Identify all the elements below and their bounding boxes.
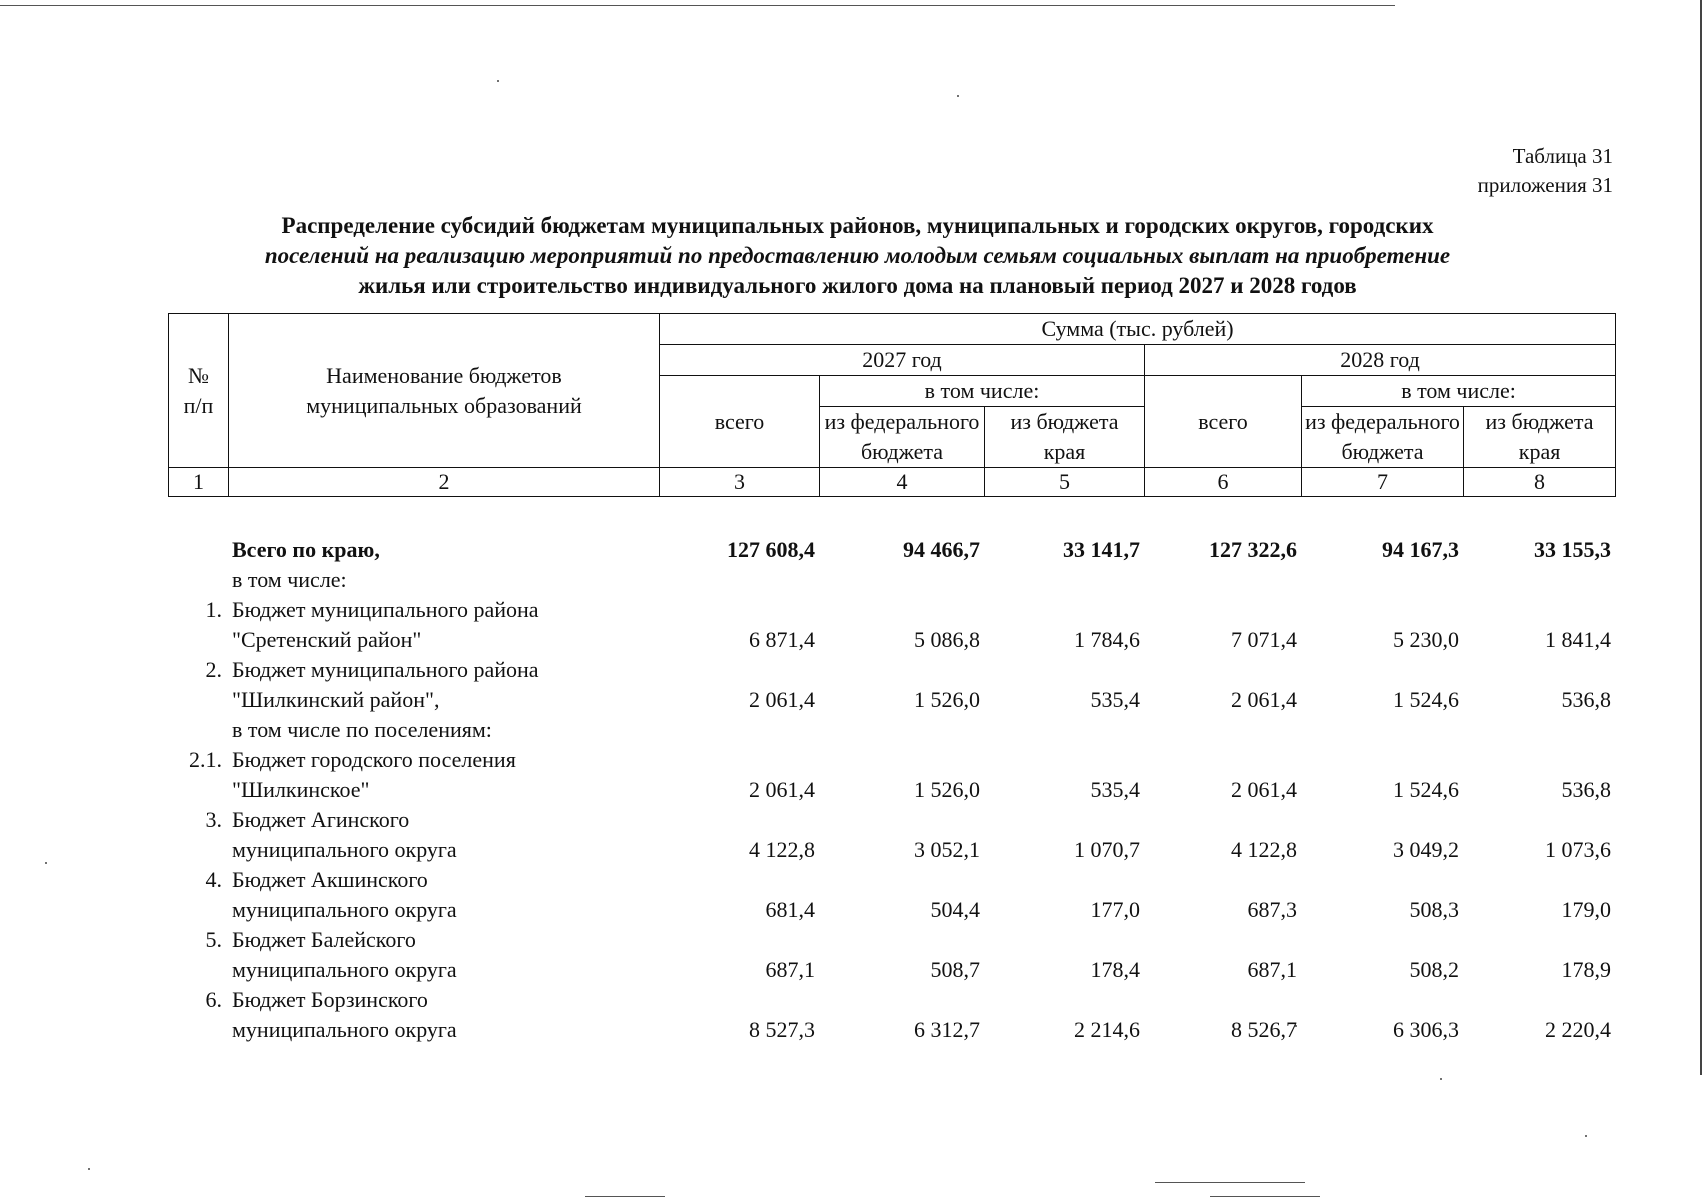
- row-value: 2 061,4: [1231, 777, 1297, 802]
- header-federal-2027: из федерального бюджета: [820, 407, 985, 468]
- row-value: 33 141,7: [1063, 537, 1140, 562]
- row-value: 536,8: [1561, 687, 1611, 712]
- header-total-2028: всего: [1145, 376, 1302, 468]
- header-including-2028: в том числе:: [1302, 376, 1616, 407]
- row-value: 687,1: [1247, 957, 1297, 982]
- row-value: 178,9: [1561, 957, 1611, 982]
- column-number: 7: [1302, 468, 1464, 497]
- table-row: [168, 655, 1615, 715]
- table-row: [168, 595, 1615, 655]
- row-number: 2.: [205, 657, 222, 682]
- scan-bottom-mark: [1155, 1182, 1305, 1183]
- row-value: 7 071,4: [1231, 627, 1297, 652]
- row-value: 178,4: [1090, 957, 1140, 982]
- header-sum: Сумма (тыс. рублей): [660, 314, 1616, 345]
- header-regional-2028: из бюджета края: [1464, 407, 1616, 468]
- row-value: 1 526,0: [914, 687, 980, 712]
- row-value: 504,4: [930, 897, 980, 922]
- row-value: 2 061,4: [1231, 687, 1297, 712]
- row-value: 4 122,8: [1231, 837, 1297, 862]
- row-value: 94 466,7: [903, 537, 980, 562]
- row-value: 536,8: [1561, 777, 1611, 802]
- header-number-col: № п/п: [169, 314, 229, 468]
- row-value: 508,2: [1409, 957, 1459, 982]
- column-number: 2: [229, 468, 660, 497]
- header-including-2027: в том числе:: [820, 376, 1145, 407]
- row-value: 2 061,4: [749, 777, 815, 802]
- table-reference: [1478, 142, 1613, 200]
- row-value: 6 312,7: [914, 1017, 980, 1042]
- row-value: 681,4: [765, 897, 815, 922]
- row-value: 127 322,6: [1209, 537, 1297, 562]
- row-name: Бюджет муниципального района "Шилкинский район",: [232, 657, 539, 712]
- row-name: Бюджет Акшинского муниципального округа: [232, 867, 457, 922]
- row-value: 94 167,3: [1382, 537, 1459, 562]
- column-number: 6: [1145, 468, 1302, 497]
- header-name-col: Наименование бюджетов муниципальных образований: [229, 314, 660, 468]
- row-value: 8 526,7: [1231, 1017, 1297, 1042]
- row-value: 6 871,4: [749, 627, 815, 652]
- table-body: [168, 535, 1615, 1045]
- document-title: [150, 211, 1565, 301]
- table-number: Таблица 31: [1512, 144, 1613, 168]
- scan-right-edge: [1700, 0, 1702, 1075]
- scan-speck: [88, 1168, 90, 1170]
- table-row: [168, 745, 1615, 805]
- table-row-total: [168, 535, 1615, 565]
- row-value: 535,4: [1090, 687, 1140, 712]
- row-value: 3 052,1: [914, 837, 980, 862]
- column-number: 4: [820, 468, 985, 497]
- row-value: 6 306,3: [1393, 1017, 1459, 1042]
- scan-speck: [957, 95, 959, 97]
- row-number: 4.: [205, 867, 222, 892]
- table-row: [168, 805, 1615, 865]
- header-year-2027: 2027 год: [660, 345, 1145, 376]
- header-federal-2028: из федерального бюджета: [1302, 407, 1464, 468]
- row-name: Бюджет муниципального района "Сретенский район": [232, 597, 539, 652]
- table-row-label: [168, 565, 1615, 595]
- row-value: 535,4: [1090, 777, 1140, 802]
- scan-speck: [45, 862, 47, 864]
- row-label: в том числе:: [232, 567, 347, 592]
- row-value: 2 220,4: [1545, 1017, 1611, 1042]
- row-value: 687,3: [1247, 897, 1297, 922]
- row-name: Всего по краю,: [232, 537, 380, 562]
- table-row: [168, 925, 1615, 985]
- scan-top-edge: [0, 5, 1395, 6]
- row-value: 2 214,6: [1074, 1017, 1140, 1042]
- row-value: 2 061,4: [749, 687, 815, 712]
- column-number: 5: [985, 468, 1145, 497]
- row-value: 1 526,0: [914, 777, 980, 802]
- title-line-2: поселений на реализацию мероприятий по предоставлению молодым семьям социальных выплат на приобретение: [264, 243, 1451, 268]
- row-name: Бюджет Борзинского муниципального округа: [232, 987, 457, 1042]
- table-row: [168, 865, 1615, 925]
- row-value: 687,1: [765, 957, 815, 982]
- row-number: 3.: [205, 807, 222, 832]
- scan-bottom-mark: [585, 1196, 665, 1197]
- row-number: 6.: [205, 987, 222, 1012]
- row-value: 33 155,3: [1534, 537, 1611, 562]
- row-number: 1.: [205, 597, 222, 622]
- row-value: 127 608,4: [727, 537, 815, 562]
- title-line-3: жилья или строительство индивидуального жилого дома на плановый период 2027 и 2028 годов: [358, 273, 1357, 298]
- table-header: [168, 313, 1616, 497]
- column-number: 1: [169, 468, 229, 497]
- row-value: 3 049,2: [1393, 837, 1459, 862]
- row-value: 1 070,7: [1074, 837, 1140, 862]
- scan-bottom-mark: [1210, 1196, 1320, 1197]
- header-year-2028: 2028 год: [1145, 345, 1616, 376]
- row-name: Бюджет Балейского муниципального округа: [232, 927, 457, 982]
- row-value: 4 122,8: [749, 837, 815, 862]
- table-row: [168, 985, 1615, 1045]
- row-value: 179,0: [1561, 897, 1611, 922]
- row-value: 1 524,6: [1393, 687, 1459, 712]
- row-label: в том числе по поселениям:: [232, 717, 492, 742]
- row-value: 5 230,0: [1393, 627, 1459, 652]
- column-number: 3: [660, 468, 820, 497]
- scan-speck: [1585, 1135, 1587, 1137]
- row-number: 2.1.: [189, 747, 222, 772]
- row-value: 1 784,6: [1074, 627, 1140, 652]
- row-name: Бюджет городского поселения "Шилкинское": [232, 747, 516, 802]
- row-value: 177,0: [1090, 897, 1140, 922]
- row-value: 1 841,4: [1545, 627, 1611, 652]
- title-line-1: Распределение субсидий бюджетам муниципальных районов, муниципальных и городских округов, городских: [281, 213, 1434, 238]
- row-value: 508,7: [930, 957, 980, 982]
- scan-speck: [497, 80, 499, 82]
- column-number: 8: [1464, 468, 1616, 497]
- row-value: 8 527,3: [749, 1017, 815, 1042]
- row-value: 5 086,8: [914, 627, 980, 652]
- header-regional-2027: из бюджета края: [985, 407, 1145, 468]
- appendix-number: приложения 31: [1477, 173, 1613, 197]
- row-value: 1 524,6: [1393, 777, 1459, 802]
- row-value: 1 073,6: [1545, 837, 1611, 862]
- scan-speck: [1440, 1078, 1442, 1080]
- row-name: Бюджет Агинского муниципального округа: [232, 807, 457, 862]
- row-value: 508,3: [1409, 897, 1459, 922]
- table-row-label: [168, 715, 1615, 745]
- header-total-2027: всего: [660, 376, 820, 468]
- row-number: 5.: [205, 927, 222, 952]
